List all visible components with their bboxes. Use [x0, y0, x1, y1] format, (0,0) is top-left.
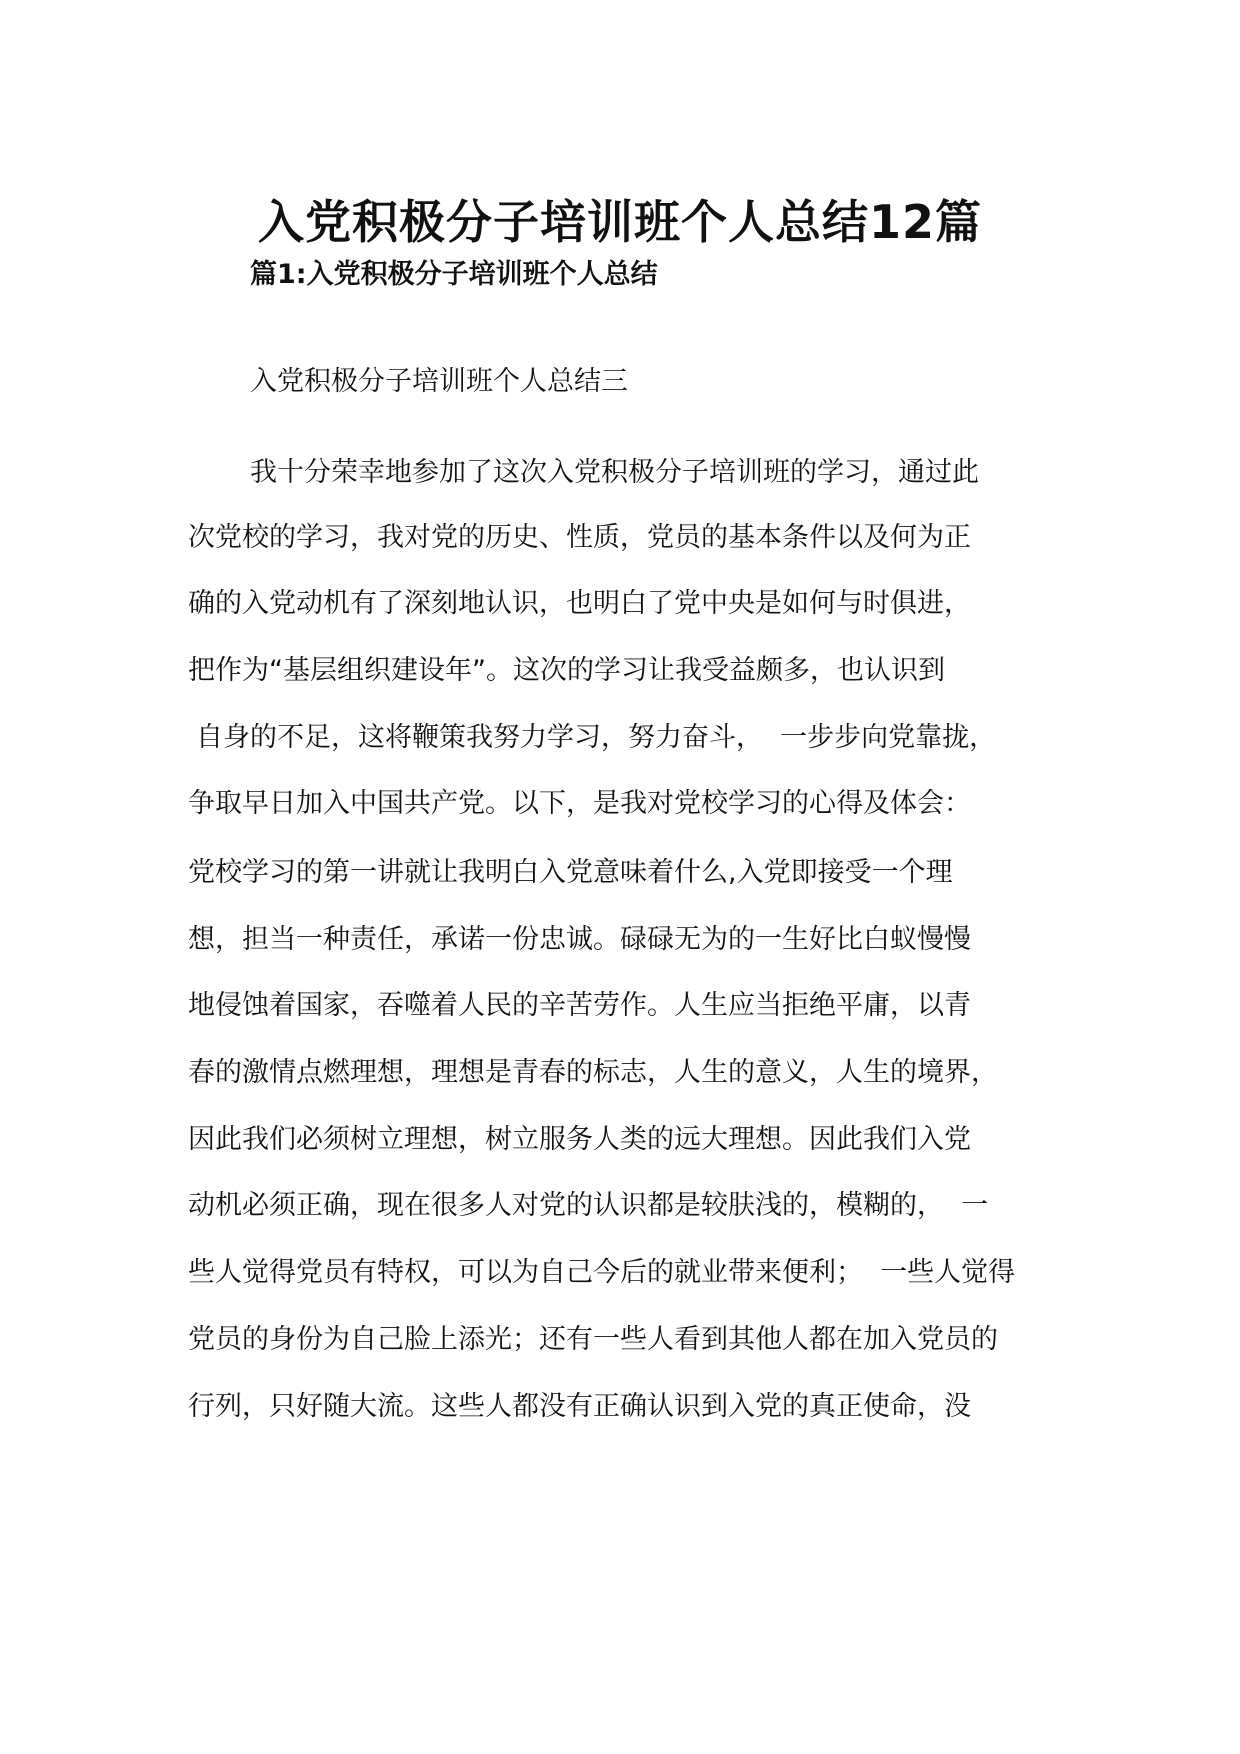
section-heading: 篇1:入党积极分子培训班个人总结: [250, 259, 658, 290]
paragraph-line: 争取早日加入中国共产党。以下，是我对党校学习的心得及体会：: [188, 788, 971, 819]
paragraph-line: 地侵蚀着国家，吞噬着人民的辛苦劳作。人生应当拒绝平庸，以青: [188, 990, 971, 1021]
paragraph-line: 些人觉得党员有特权，可以为自己今后的就业带来便利； 一些人觉得: [188, 1257, 1016, 1288]
paragraph-line: 党员的身份为自己脸上添光；还有一些人看到其他人都在加入党员的: [188, 1324, 998, 1355]
paragraph-line: 因此我们必须树立理想，树立服务人类的远大理想。因此我们入党: [188, 1124, 971, 1155]
paragraph-line: 把作为“基层组织建设年”。这次的学习让我受益颇多，也认识到: [188, 655, 945, 686]
subsection-title: 入党积极分子培训班个人总结三: [250, 366, 628, 397]
paragraph-line: 确的入党动机有了深刻地认识，也明白了党中央是如何与时俱进，: [188, 588, 971, 619]
paragraph-line: 党校学习的第一讲就让我明白入党意味着什么,入党即接受一个理: [188, 857, 953, 888]
paragraph-line: 春的激情点燃理想，理想是青春的标志，人生的意义，人生的境界，: [188, 1057, 998, 1088]
paragraph-line: 行列，只好随大流。这些人都没有正确认识到入党的真正使命，没: [188, 1391, 971, 1422]
paragraph-line: 次党校的学习，我对党的历史、性质，党员的基本条件以及何为正: [188, 522, 971, 553]
paragraph-line: 自身的不足，这将鞭策我努力学习，努力奋斗， 一步步向党靠拢，: [196, 722, 997, 753]
paragraph-line: 动机必须正确，现在很多人对党的认识都是较肤浅的，模糊的， 一: [188, 1190, 989, 1221]
paragraph-line: 我十分荣幸地参加了这次入党积极分子培训班的学习，通过此: [250, 457, 979, 488]
document-title: 入党积极分子培训班个人总结12篇: [257, 195, 982, 249]
paragraph-line: 想，担当一种责任，承诺一份忠诚。碌碌无为的一生好比白蚁慢慢: [188, 924, 971, 955]
